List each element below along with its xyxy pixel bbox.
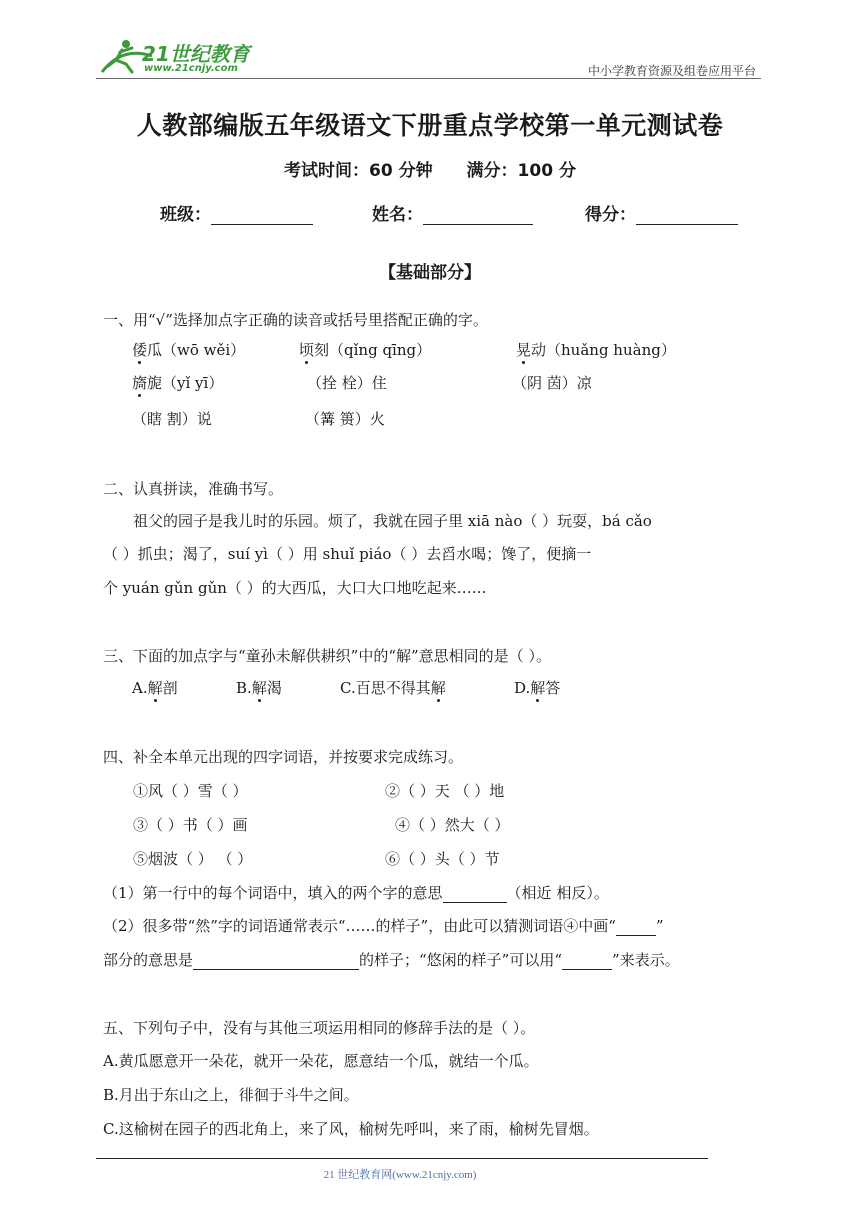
q4-part2-text: （2）很多带“然”字的词语通常表示“……的样子”，由此可以猜测词语④中画“ [103,917,616,935]
q4-part3-blank2[interactable] [562,953,612,970]
q4-word: ③（ ）书（ ）画 [133,816,248,834]
dotted-char: 晃 [516,341,532,359]
full-score: 满分：100 分 [466,161,576,181]
q1-item [516,340,676,360]
q3-option-c [340,678,446,698]
name-label: 姓名： [372,205,423,225]
q1-item-text: 动（huǎng huàng） [531,341,676,359]
header-divider [96,78,761,79]
q1-stem: 一、用“√”选择加点字正确的读音或括号里搭配正确的字。 [103,311,488,329]
q4-part3-text3: ”来表示。 [612,951,680,969]
q1-item: （阴 茵）凉 [512,374,592,392]
site-logo [92,36,262,78]
score-label: 得分： [585,205,636,225]
dotted-char: 解 [251,679,267,697]
name-blank[interactable] [423,206,533,225]
q1-item: （篝 篑）火 [305,410,385,428]
header-platform-text: 中小学教育资源及组卷应用平台 [587,64,756,78]
logo-url: www.21cnjy.com [144,63,238,74]
q5-option-b: B.月出于东山之上，徘徊于斗牛之间。 [103,1086,359,1104]
option-suffix: 答 [545,679,561,697]
class-blank[interactable] [211,206,313,225]
dotted-char: 解 [147,679,163,697]
exam-time: 考试时间：60 分钟 [284,161,433,181]
q2-line: 祖父的园子是我儿时的乐园。烦了，我就在园子里 xiā nào（ ）玩耍，bá cǎo [133,512,652,530]
q4-word: ①风（ ）雪（ ） [133,782,248,800]
q4-stem: 四、补全本单元出现的四字词语，并按要求完成练习。 [103,748,464,766]
q4-part2-blank[interactable] [616,919,656,936]
option-suffix: 剖 [162,679,178,697]
page-title: 人教部编版五年级语文下册重点学校第一单元测试卷 [136,111,724,140]
q4-part1-blank[interactable] [443,886,507,903]
q4-part3 [103,950,680,970]
q4-word: ②（ ）天 （ ）地 [385,782,505,800]
exam-meta [0,156,860,181]
name-field [372,200,533,225]
q2-line: 个 yuán gǔn gǔn（ ）的大西瓜，大口大口地吃起来…… [103,579,487,597]
q1-item-text: 刻（qǐng qīng） [314,341,432,359]
option-prefix: B. [236,679,252,697]
q4-part2-close: ” [655,917,664,935]
class-field [160,200,313,225]
q4-word: ④（ ）然大（ ） [395,816,510,834]
dotted-char: 顷 [299,341,315,359]
q1-item: （拴 栓）住 [307,374,387,392]
section-heading: 【基础部分】 [379,263,481,283]
option-prefix: C.百思不得其 [340,679,431,697]
option-prefix: A. [132,679,148,697]
q4-part3-text: 部分的意思是 [103,951,194,969]
q1-item [132,340,245,360]
dotted-char: 解 [430,679,446,697]
q4-part2 [103,916,664,936]
q2-stem: 二、认真拼读，准确书写。 [103,480,284,498]
q4-part3-blank[interactable] [193,953,359,970]
q3-option-d [514,678,560,698]
q5-option-c: C.这榆树在园子的西北角上，来了风，榆树先呼叫，来了雨，榆树先冒烟。 [103,1120,599,1138]
q1-item-text: 瓜（wō wěi） [147,341,246,359]
class-label: 班级： [160,205,211,225]
q1-item [132,373,223,393]
q5-option-a: A.黄瓜愿意开一朵花，就开一朵花，愿意结一个瓜，就结一个瓜。 [103,1052,539,1070]
q3-stem: 三、下面的加点字与“童孙未解供耕织”中的“解”意思相同的是（ ）。 [103,647,551,665]
q1-item: （瞎 割）说 [132,410,212,428]
q4-part1-text: （1）第一行中的每个词语中，填入的两个字的意思 [103,884,443,902]
dotted-char: 解 [530,679,546,697]
q2-line: （ ）抓虫；渴了，suí yì（ ）用 shuǐ piáo（ ）去舀水喝；馋了，便摘一 [103,545,592,563]
dotted-char: 旖 [132,374,148,392]
logo-text: 21世纪教育 [142,42,250,66]
q3-option-a [132,678,178,698]
option-prefix: D. [514,679,531,697]
q4-word: ⑥（ ）头（ ）节 [385,850,500,868]
footer-divider [96,1158,708,1159]
q1-item-text: 旎（yǐ yī） [147,374,224,392]
dotted-char: 倭 [132,341,148,359]
q4-part3-text2: 的样子；“悠闲的样子”可以用“ [359,951,563,969]
score-field [585,200,738,225]
score-blank[interactable] [636,206,738,225]
q3-option-b [236,678,282,698]
footer-link[interactable]: 21 世纪教育网(www.21cnjy.com) [323,1169,477,1181]
q4-word: ⑤烟波（ ） （ ） [133,850,253,868]
option-suffix: 渴 [266,679,282,697]
q4-part1-choices: （相近 相反）。 [506,884,609,902]
q4-part1 [103,883,609,903]
q1-item [299,340,431,360]
q5-stem: 五、下列句子中，没有与其他三项运用相同的修辞手法的是（ ）。 [103,1019,536,1037]
